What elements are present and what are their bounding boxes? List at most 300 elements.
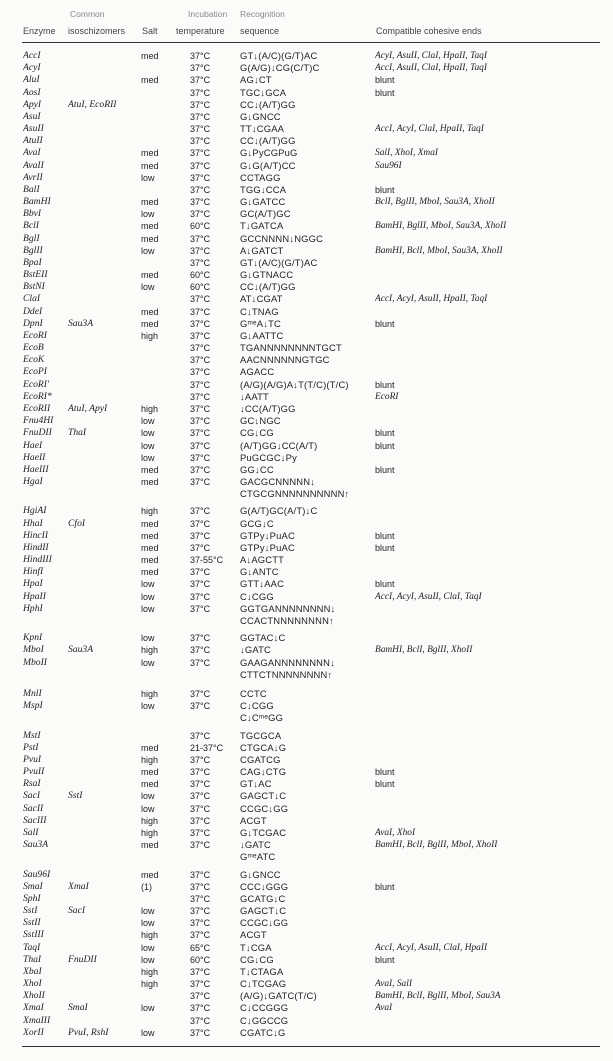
header-temperature: temperature bbox=[176, 26, 225, 36]
incubation-temperature: 37°C bbox=[190, 840, 211, 851]
salt-level: med bbox=[141, 233, 159, 244]
enzyme-name: EcoK bbox=[23, 354, 45, 366]
table-row bbox=[0, 990, 613, 1002]
enzyme-name: AluI bbox=[23, 74, 40, 86]
recognition-sequence: CCTC bbox=[240, 687, 267, 699]
incubation-temperature: 37°C bbox=[190, 591, 211, 602]
salt-level: high bbox=[141, 930, 159, 941]
enzyme-name: HhaI bbox=[23, 517, 43, 529]
salt-level: med bbox=[141, 51, 159, 61]
incubation-temperature: 37°C bbox=[190, 688, 211, 699]
table-header bbox=[0, 0, 613, 42]
recognition-sequence: G↓AATTC bbox=[240, 329, 284, 341]
salt-level: med bbox=[141, 160, 159, 171]
enzyme-name: AsuII bbox=[23, 123, 44, 135]
enzyme-name: AtuII bbox=[23, 135, 43, 147]
salt-level: med bbox=[141, 75, 159, 86]
compatible-ends: EcoRI bbox=[375, 391, 399, 402]
table-row bbox=[0, 942, 613, 954]
header-salt: Salt bbox=[142, 26, 158, 36]
incubation-temperature: 37°C bbox=[190, 827, 211, 838]
table-row bbox=[0, 530, 613, 542]
enzyme-name: MboI bbox=[23, 644, 44, 656]
enzyme-name: XhoII bbox=[23, 990, 45, 1002]
compatible-ends: AccI, AcyI, AsuII, ClaI, TaqI bbox=[375, 591, 482, 602]
recognition-sequence: ↓AATT bbox=[240, 390, 269, 402]
table-row bbox=[0, 245, 613, 257]
incubation-temperature: 37°C bbox=[190, 197, 211, 208]
table-row bbox=[0, 233, 613, 245]
header-isoschizomers-top: Common bbox=[70, 9, 105, 19]
enzyme-name: ClaI bbox=[23, 293, 41, 305]
incubation-temperature: 37°C bbox=[190, 767, 211, 778]
enzyme-name: XorII bbox=[23, 1026, 44, 1038]
incubation-temperature: 37-55°C bbox=[190, 555, 224, 566]
table-row bbox=[0, 505, 613, 517]
salt-level: high bbox=[141, 645, 159, 656]
incubation-temperature: 37°C bbox=[190, 657, 211, 668]
enzyme-name: DdeI bbox=[23, 305, 43, 317]
salt-level: low bbox=[141, 209, 155, 220]
enzyme-name: ThaI bbox=[23, 953, 42, 965]
incubation-temperature: 37°C bbox=[190, 701, 211, 712]
compatible-ends: blunt bbox=[375, 379, 395, 390]
compatible-ends: blunt bbox=[375, 75, 395, 86]
recognition-sequence: GTT↓AAC bbox=[240, 578, 285, 590]
table-row bbox=[0, 135, 613, 147]
incubation-temperature: 37°C bbox=[190, 172, 211, 183]
incubation-temperature: 37°C bbox=[190, 160, 211, 171]
enzyme-name: HgiAI bbox=[23, 505, 47, 517]
header-sequence-top: Recognition bbox=[240, 9, 285, 19]
recognition-sequence: CGATC↓G bbox=[240, 1026, 286, 1038]
table-row bbox=[0, 379, 613, 391]
compatible-ends: BamHI, BglII, MboI, Sau3A, XhoII bbox=[375, 221, 507, 232]
recognition-sequence: (A/T)GG↓CC(A/T) bbox=[240, 439, 318, 451]
table-row bbox=[0, 74, 613, 86]
recognition-sequence: C↓CᵐᵉGG bbox=[240, 712, 284, 724]
salt-level: med bbox=[141, 555, 159, 566]
compatible-ends: AccI, AcyI, AsuII, HpaII, TaqI bbox=[375, 294, 488, 305]
enzyme-name: ApyI bbox=[23, 98, 42, 110]
enzyme-name: EcoRI' bbox=[23, 378, 50, 390]
salt-level: med bbox=[141, 221, 159, 232]
salt-level: low bbox=[141, 942, 155, 953]
enzyme-name: SphI bbox=[23, 892, 41, 904]
table-row bbox=[0, 632, 613, 644]
compatible-ends: BclI, BglII, MboI, Sau3A, XhoII bbox=[375, 197, 495, 208]
table-row bbox=[0, 427, 613, 439]
enzyme-name: BstEII bbox=[23, 269, 48, 281]
salt-level: med bbox=[141, 840, 159, 851]
recognition-sequence: G↓GTNACC bbox=[240, 269, 294, 281]
enzyme-name: BamHI bbox=[23, 196, 51, 208]
isoschizomers: SmaI bbox=[68, 1002, 88, 1014]
enzyme-name: AvaII bbox=[23, 159, 44, 171]
recognition-sequence: T↓CGA bbox=[240, 941, 272, 953]
incubation-temperature: 37°C bbox=[190, 754, 211, 765]
incubation-temperature: 37°C bbox=[190, 779, 211, 790]
enzyme-name: RsaI bbox=[23, 778, 41, 790]
header-temperature-top: Incubation bbox=[188, 9, 228, 19]
incubation-temperature: 37°C bbox=[190, 233, 211, 244]
recognition-sequence: C↓CGG bbox=[240, 590, 274, 602]
table-row bbox=[0, 342, 613, 354]
recognition-sequence: GT↓AC bbox=[240, 778, 272, 790]
incubation-temperature: 37°C bbox=[190, 815, 211, 826]
header-rule bbox=[22, 42, 600, 43]
recognition-sequence: AG↓CT bbox=[240, 74, 272, 86]
enzyme-table-body bbox=[0, 50, 613, 1039]
recognition-sequence: C↓GGCCG bbox=[240, 1014, 289, 1026]
table-row bbox=[0, 803, 613, 815]
compatible-ends: AccI, AcyI, AsuII, ClaI, HpaII bbox=[375, 942, 488, 953]
salt-level: high bbox=[141, 815, 159, 826]
salt-level: med bbox=[141, 530, 159, 541]
salt-level: (1) bbox=[141, 881, 152, 892]
table-row bbox=[0, 905, 613, 917]
incubation-temperature: 37°C bbox=[190, 893, 211, 904]
incubation-temperature: 37°C bbox=[190, 633, 211, 644]
recognition-sequence: CTGCGNNNNNNNNNN↑ bbox=[240, 488, 350, 500]
enzyme-name: EcoB bbox=[23, 342, 44, 354]
table-row bbox=[0, 603, 613, 615]
enzyme-name: HincII bbox=[23, 529, 49, 541]
incubation-temperature: 37°C bbox=[190, 330, 211, 341]
enzyme-name: XmaI bbox=[23, 1002, 44, 1014]
enzyme-name: SalI bbox=[23, 826, 39, 838]
recognition-sequence: TT↓CGAA bbox=[240, 123, 285, 135]
incubation-temperature: 37°C bbox=[190, 730, 211, 741]
enzyme-name: BglII bbox=[23, 244, 43, 256]
incubation-temperature: 37°C bbox=[190, 567, 211, 578]
table-row bbox=[0, 778, 613, 790]
incubation-temperature: 37°C bbox=[190, 440, 211, 451]
compatible-ends: SalI, XhoI, XmaI bbox=[375, 148, 439, 159]
recognition-sequence: G↓GATCC bbox=[240, 196, 286, 208]
table-row bbox=[0, 488, 613, 500]
salt-level: high bbox=[141, 754, 159, 765]
enzyme-name: XmaIII bbox=[23, 1014, 51, 1026]
enzyme-name: MspI bbox=[23, 700, 43, 712]
table-row bbox=[0, 657, 613, 669]
enzyme-name: SmaI bbox=[23, 880, 43, 892]
enzyme-name: XbaI bbox=[23, 965, 42, 977]
compatible-ends: BamHI, BclI, MboI, Sau3A, XhoII bbox=[375, 245, 503, 256]
table-row bbox=[0, 208, 613, 220]
enzyme-name: SstIII bbox=[23, 929, 44, 941]
incubation-temperature: 37°C bbox=[190, 343, 211, 354]
enzyme-name: AsuI bbox=[23, 110, 41, 122]
incubation-temperature: 37°C bbox=[190, 75, 211, 86]
enzyme-name: PstI bbox=[23, 741, 39, 753]
recognition-sequence: G↓TCGAC bbox=[240, 826, 287, 838]
recognition-sequence: CCACTNNNNNNNN↑ bbox=[240, 614, 334, 626]
table-row bbox=[0, 257, 613, 269]
table-row bbox=[0, 111, 613, 123]
enzyme-name: BglI bbox=[23, 232, 40, 244]
table-row bbox=[0, 615, 613, 627]
table-row bbox=[0, 476, 613, 488]
recognition-sequence: CG↓CG bbox=[240, 953, 274, 965]
recognition-sequence: GACGCNNNNN↓ bbox=[240, 476, 316, 488]
enzyme-name: SacI bbox=[23, 790, 41, 802]
recognition-sequence: GᵐᵉATC bbox=[240, 851, 276, 863]
incubation-temperature: 65°C bbox=[190, 942, 211, 953]
table-row bbox=[0, 754, 613, 766]
enzyme-name: MboII bbox=[23, 656, 47, 668]
isoschizomers: XmaI bbox=[68, 880, 89, 892]
recognition-sequence: AACNNNNNNGTGC bbox=[240, 354, 330, 366]
table-row bbox=[0, 929, 613, 941]
incubation-temperature: 37°C bbox=[190, 318, 211, 329]
recognition-sequence: A↓AGCTT bbox=[240, 554, 285, 566]
salt-level: low bbox=[141, 803, 155, 814]
recognition-sequence: GG↓CC bbox=[240, 463, 274, 475]
enzyme-name: MnlI bbox=[23, 687, 42, 699]
incubation-temperature: 37°C bbox=[190, 379, 211, 390]
table-row bbox=[0, 1002, 613, 1014]
salt-level: low bbox=[141, 791, 155, 802]
table-row bbox=[0, 669, 613, 681]
salt-level: low bbox=[141, 1027, 155, 1038]
incubation-temperature: 37°C bbox=[190, 452, 211, 463]
recognition-sequence: GAAGANNNNNNNN↓ bbox=[240, 656, 335, 668]
recognition-sequence: CC↓(A/T)GG bbox=[240, 135, 296, 147]
compatible-ends: blunt bbox=[375, 881, 395, 892]
enzyme-name: SacIII bbox=[23, 814, 47, 826]
salt-level: low bbox=[141, 591, 155, 602]
table-row bbox=[0, 293, 613, 305]
enzyme-name: FnuDII bbox=[23, 427, 52, 439]
salt-level: high bbox=[141, 827, 159, 838]
incubation-temperature: 37°C bbox=[190, 1015, 211, 1026]
table-row bbox=[0, 196, 613, 208]
bottom-rule bbox=[22, 1046, 600, 1047]
compatible-ends: AvaI, XhoI bbox=[375, 827, 416, 838]
salt-level: med bbox=[141, 567, 159, 578]
table-row bbox=[0, 318, 613, 330]
recognition-sequence: CTTCTNNNNNNNN↑ bbox=[240, 668, 333, 680]
incubation-temperature: 60°C bbox=[190, 270, 211, 281]
enzyme-name: EcoRI bbox=[23, 329, 47, 341]
incubation-temperature: 37°C bbox=[190, 930, 211, 941]
isoschizomers: CfoI bbox=[68, 517, 86, 529]
table-row bbox=[0, 578, 613, 590]
compatible-ends: BamHI, BclI, BglII, MboI, XhoII bbox=[375, 840, 498, 851]
isoschizomers: PvuI, RshI bbox=[68, 1026, 109, 1038]
incubation-temperature: 37°C bbox=[190, 906, 211, 917]
incubation-temperature: 37°C bbox=[190, 1027, 211, 1038]
recognition-sequence: C↓CGG bbox=[240, 700, 274, 712]
salt-level: low bbox=[141, 579, 155, 590]
table-row bbox=[0, 464, 613, 476]
table-row bbox=[0, 452, 613, 464]
recognition-sequence: CCGC↓GG bbox=[240, 917, 289, 929]
salt-level: med bbox=[141, 779, 159, 790]
recognition-sequence: GC↓NGC bbox=[240, 415, 281, 427]
salt-level: low bbox=[141, 603, 155, 614]
isoschizomers: SacI bbox=[68, 905, 86, 917]
enzyme-name: KpnI bbox=[23, 632, 43, 644]
recognition-sequence: GCATG↓C bbox=[240, 892, 286, 904]
incubation-temperature: 37°C bbox=[190, 1003, 211, 1014]
isoschizomers: AtuI, EcoRII bbox=[68, 98, 117, 110]
salt-level: low bbox=[141, 906, 155, 917]
table-row bbox=[0, 440, 613, 452]
salt-level: med bbox=[141, 767, 159, 778]
incubation-temperature: 37°C bbox=[190, 209, 211, 220]
table-row bbox=[0, 766, 613, 778]
incubation-temperature: 37°C bbox=[190, 367, 211, 378]
incubation-temperature: 60°C bbox=[190, 282, 211, 293]
salt-level: med bbox=[141, 197, 159, 208]
salt-level: low bbox=[141, 657, 155, 668]
enzyme-name: HpaII bbox=[23, 590, 46, 602]
enzyme-name: EcoPI bbox=[23, 366, 47, 378]
table-row bbox=[0, 269, 613, 281]
recognition-sequence: C↓TCGAG bbox=[240, 978, 287, 990]
salt-level: high bbox=[141, 979, 159, 990]
isoschizomers: Sau3A bbox=[68, 317, 94, 329]
recognition-sequence: TGG↓CCA bbox=[240, 183, 287, 195]
enzyme-name: HindII bbox=[23, 541, 49, 553]
incubation-temperature: 37°C bbox=[190, 991, 211, 1002]
incubation-temperature: 37°C bbox=[190, 257, 211, 268]
recognition-sequence: CCC↓GGG bbox=[240, 880, 289, 892]
header-compatible-ends: Compatible cohesive ends bbox=[376, 26, 482, 36]
incubation-temperature: 37°C bbox=[190, 881, 211, 892]
enzyme-name: HaeI bbox=[23, 439, 43, 451]
incubation-temperature: 37°C bbox=[190, 518, 211, 529]
enzyme-name: HgaI bbox=[23, 476, 43, 488]
table-row bbox=[0, 566, 613, 578]
header-isoschizomers: isoschizomers bbox=[68, 26, 126, 36]
table-row bbox=[0, 688, 613, 700]
incubation-temperature: 60°C bbox=[190, 954, 211, 965]
table-row bbox=[0, 518, 613, 530]
table-row bbox=[0, 87, 613, 99]
salt-level: high bbox=[141, 506, 159, 517]
salt-level: low bbox=[141, 1003, 155, 1014]
enzyme-name: BclI bbox=[23, 220, 39, 232]
incubation-temperature: 37°C bbox=[190, 355, 211, 366]
table-row bbox=[0, 851, 613, 863]
incubation-temperature: 37°C bbox=[190, 148, 211, 159]
enzyme-name: BalI bbox=[23, 183, 40, 195]
enzyme-name: AosI bbox=[23, 86, 41, 98]
salt-level: low bbox=[141, 440, 155, 451]
recognition-sequence: GᵐᵉA↓TC bbox=[240, 317, 281, 329]
compatible-ends: AvaI bbox=[375, 1003, 393, 1014]
recognition-sequence: PuGCGC↓Py bbox=[240, 451, 298, 463]
salt-level: low bbox=[141, 452, 155, 463]
isoschizomers: SstI bbox=[68, 790, 83, 802]
recognition-sequence: GTPy↓PuAC bbox=[240, 541, 295, 553]
recognition-sequence: GGTAC↓C bbox=[240, 632, 286, 644]
header-sequence: sequence bbox=[240, 26, 280, 36]
recognition-sequence: G↓PyCGPuG bbox=[240, 147, 298, 159]
table-row bbox=[0, 954, 613, 966]
compatible-ends: Sau96I bbox=[375, 160, 402, 171]
recognition-sequence: G(A/T)GC(A/T)↓C bbox=[240, 505, 318, 517]
table-row bbox=[0, 554, 613, 566]
salt-level: low bbox=[141, 282, 155, 293]
recognition-sequence: ACGT bbox=[240, 814, 267, 826]
recognition-sequence: CC↓(A/T)GG bbox=[240, 98, 296, 110]
salt-level: med bbox=[141, 869, 159, 880]
table-row bbox=[0, 644, 613, 656]
incubation-temperature: 37°C bbox=[190, 791, 211, 802]
enzyme-name: BpaI bbox=[23, 256, 42, 268]
incubation-temperature: 37°C bbox=[190, 306, 211, 317]
recognition-sequence: (A/G)(A/G)A↓T(T/C)(T/C) bbox=[240, 378, 349, 390]
incubation-temperature: 37°C bbox=[190, 124, 211, 135]
compatible-ends: AccI, AcyI, ClaI, HpaII, TaqI bbox=[375, 124, 484, 135]
recognition-sequence: CG↓CG bbox=[240, 427, 274, 439]
incubation-temperature: 37°C bbox=[190, 803, 211, 814]
compatible-ends: BamHI, BclI, BglII, MboI, Sau3A bbox=[375, 991, 501, 1002]
salt-level: low bbox=[141, 701, 155, 712]
enzyme-name: AcyI bbox=[23, 62, 41, 74]
recognition-sequence: G↓G(A/T)CC bbox=[240, 159, 296, 171]
recognition-sequence: G↓ANTC bbox=[240, 566, 279, 578]
enzyme-name: EcoRI* bbox=[23, 390, 52, 402]
recognition-sequence: G(A/G)↓CG(C/T)C bbox=[240, 62, 320, 74]
salt-level: low bbox=[141, 245, 155, 256]
incubation-temperature: 37°C bbox=[190, 579, 211, 590]
table-row bbox=[0, 978, 613, 990]
table-row bbox=[0, 1027, 613, 1039]
recognition-sequence: AGACC bbox=[240, 366, 275, 378]
recognition-sequence: GGTGANNNNNNNN↓ bbox=[240, 602, 336, 614]
table-row bbox=[0, 869, 613, 881]
isoschizomers: FnuDII bbox=[68, 953, 97, 965]
salt-level: low bbox=[141, 172, 155, 183]
recognition-sequence: GT↓(A/C)(G/T)AC bbox=[240, 50, 318, 61]
enzyme-name: HaeII bbox=[23, 451, 46, 463]
table-row bbox=[0, 730, 613, 742]
recognition-sequence: CGATCG bbox=[240, 753, 281, 765]
table-row bbox=[0, 893, 613, 905]
salt-level: low bbox=[141, 428, 155, 439]
incubation-temperature: 37°C bbox=[190, 918, 211, 929]
salt-level: med bbox=[141, 306, 159, 317]
table-row bbox=[0, 366, 613, 378]
compatible-ends: blunt bbox=[375, 440, 395, 451]
enzyme-name: TaqI bbox=[23, 941, 41, 953]
incubation-temperature: 37°C bbox=[190, 869, 211, 880]
recognition-sequence: T↓CTAGA bbox=[240, 965, 284, 977]
incubation-temperature: 37°C bbox=[190, 294, 211, 305]
salt-level: high bbox=[141, 403, 159, 414]
incubation-temperature: 37°C bbox=[190, 428, 211, 439]
incubation-temperature: 37°C bbox=[190, 63, 211, 74]
incubation-temperature: 37°C bbox=[190, 530, 211, 541]
enzyme-name: SstII bbox=[23, 917, 41, 929]
salt-level: med bbox=[141, 518, 159, 529]
enzyme-name: AvrII bbox=[23, 171, 43, 183]
isoschizomers: AtuI, ApyI bbox=[68, 402, 108, 414]
isoschizomers: ThaI bbox=[68, 427, 87, 439]
table-row bbox=[0, 306, 613, 318]
recognition-sequence: CCGC↓GG bbox=[240, 802, 289, 814]
table-row bbox=[0, 62, 613, 74]
table-row bbox=[0, 220, 613, 232]
salt-level: low bbox=[141, 918, 155, 929]
salt-level: med bbox=[141, 477, 159, 488]
enzyme-name: DpnI bbox=[23, 317, 43, 329]
